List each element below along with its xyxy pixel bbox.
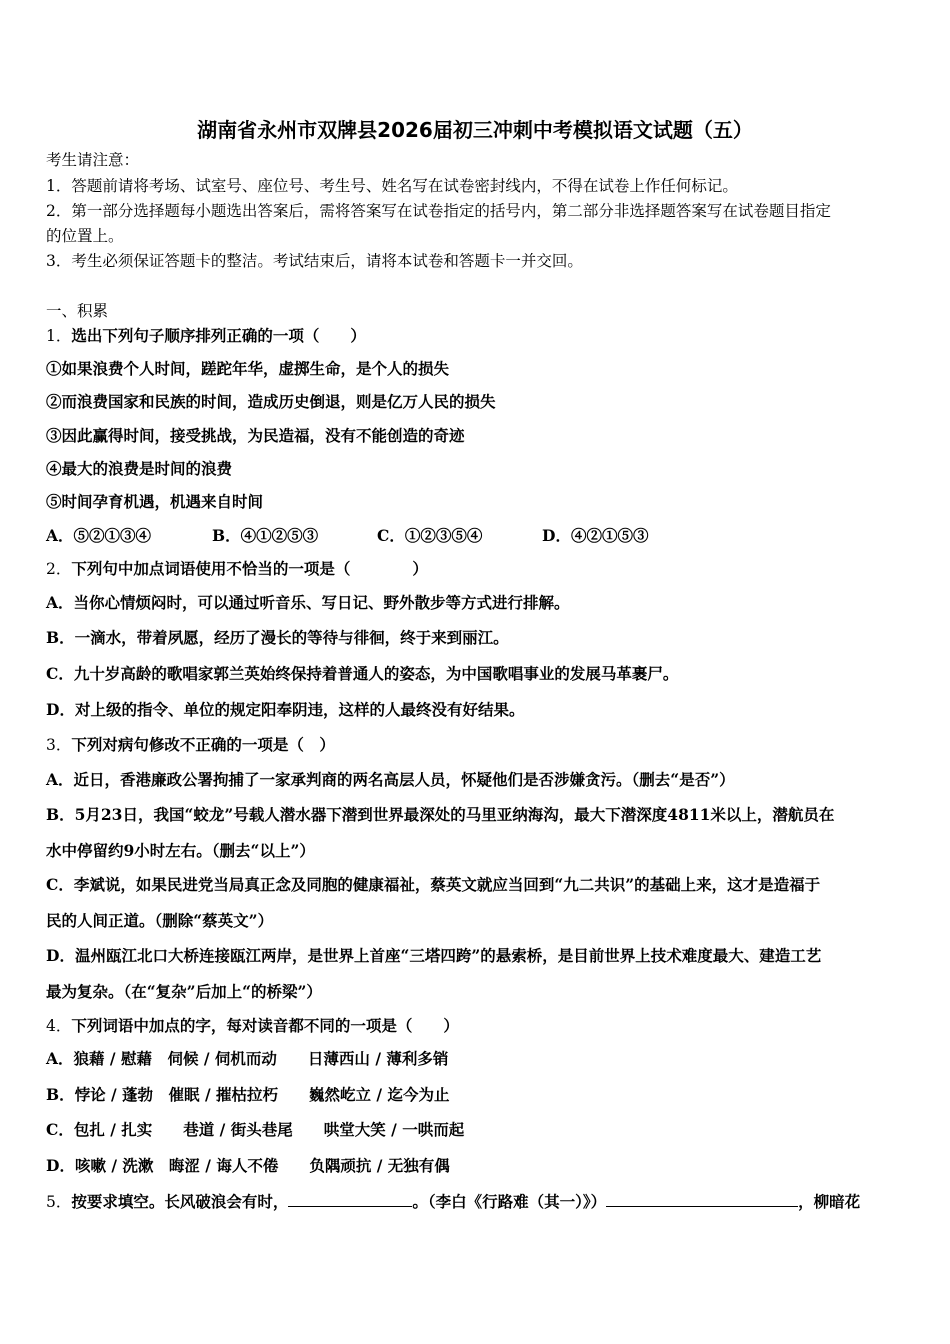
question-text: 下列对病句修改不正确的一项是（ ） [71, 735, 335, 754]
question-5 [46, 1192, 860, 1212]
option-a: A．近日，香港廉政公署拘捕了一家承判商的两名高层人员，怀疑他们是否涉嫌贪污。（删去“是否”） [46, 770, 735, 789]
question-number: 1． [46, 327, 72, 345]
option-c-cont: 民的人间正道。（删除“蔡英文”） [46, 911, 274, 930]
sentence: ③因此赢得时间，接受挑战，为民造福，没有不能创造的奇迹 [46, 426, 465, 445]
option-a: A．⑤②①③④ [46, 526, 152, 545]
page-title: 湖南省永州市双牌县2026届初三冲刺中考模拟语文试题（五） [197, 118, 753, 142]
section-heading: 一、积累 [46, 302, 109, 320]
option-c: C．包扎 / 扎实 巷道 / 街头巷尾 哄堂大笑 / 一哄而起 [46, 1120, 465, 1139]
question-number: 4． [46, 1017, 72, 1035]
option-b: B．悖论 / 蓬勃 催眠 / 摧枯拉朽 巍然屹立 / 迄今为止 [46, 1085, 450, 1104]
question-text: 下列句中加点词语使用不恰当的一项是（ ） [71, 559, 428, 578]
question-text: 。（李白《行路难（其一）》） [412, 1192, 607, 1211]
notice-item: 2．第一部分选择题每小题选出答案后，需将答案写在试卷指定的括号内，第二部分非选择题答案写在试卷题目指定 [46, 202, 831, 220]
option-d: D．咳嗽 / 洗漱 晦涩 / 诲人不倦 负隅顽抗 / 无独有偶 [46, 1156, 450, 1175]
notice-heading: 考生请注意： [46, 151, 140, 169]
answer-blank[interactable] [606, 1192, 798, 1207]
question-text: 选出下列句子顺序排列正确的一项（ ） [71, 326, 366, 345]
option-c: C．李斌说，如果民进党当局真正念及同胞的健康福祉，蔡英文就应当回到“九二共识”的基础上来，这才是造福于 [46, 875, 821, 894]
question-2-stem [46, 559, 428, 579]
option-b: B．一滴水，带着夙愿，经历了漫长的等待与徘徊，终于来到丽江。 [46, 628, 509, 647]
option-a: A．狼藉 / 慰藉 伺候 / 伺机而动 日薄西山 / 薄利多销 [46, 1049, 449, 1068]
answer-blank[interactable] [288, 1192, 412, 1207]
sentence: ②而浪费国家和民族的时间，造成历史倒退，则是亿万人民的损失 [46, 392, 496, 411]
notice-item: 的位置上。 [46, 227, 124, 245]
question-number: 5． [46, 1193, 72, 1211]
option-b: B．5月23日，我国“蛟龙”号载人潜水器下潜到世界最深处的马里亚纳海沟，最大下潜深度4811米以上，潜航员在 [46, 805, 835, 824]
question-text: ，柳暗花 [798, 1192, 861, 1211]
notice-item: 3．考生必须保证答题卡的整洁。考试结束后，请将本试卷和答题卡一并交回。 [46, 252, 583, 270]
sentence: ⑤时间孕育机遇，机遇来自时间 [46, 492, 264, 511]
option-d-cont: 最为复杂。（在“复杂”后加上“的桥梁”） [46, 982, 322, 1001]
question-3-stem [46, 735, 335, 755]
question-number: 2． [46, 560, 72, 578]
option-d: D．温州瓯江北口大桥连接瓯江两岸，是世界上首座“三塔四跨”的悬索桥，是目前世界上技术难度最大、建造工艺 [46, 946, 822, 965]
option-a: A．当你心情烦闷时，可以通过听音乐、写日记、野外散步等方式进行排解。 [46, 593, 570, 612]
question-1-stem [46, 326, 366, 346]
question-text: 按要求填空。长风破浪会有时， [71, 1192, 289, 1211]
option-b-cont: 水中停留约9小时左右。（删去“以上”） [46, 841, 315, 860]
question-number: 3． [46, 736, 72, 754]
question-4-stem [46, 1016, 459, 1036]
option-c: C．九十岁高龄的歌唱家郭兰英始终保持着普通人的姿态，为中国歌唱事业的发展马革裹尸。 [46, 664, 679, 683]
sentence: ①如果浪费个人时间，蹉跎年华，虚掷生命，是个人的损失 [46, 359, 450, 378]
question-text: 下列词语中加点的字，每对读音都不同的一项是（ ） [71, 1016, 459, 1035]
option-c: C．①②③⑤④ [377, 526, 483, 545]
option-b: B．④①②⑤③ [212, 526, 319, 545]
option-d: D．对上级的指令、单位的规定阳奉阴违，这样的人最终没有好结果。 [46, 700, 525, 719]
sentence: ④最大的浪费是时间的浪费 [46, 459, 233, 478]
option-d: D．④②①⑤③ [542, 526, 649, 545]
notice-item: 1．答题前请将考场、试室号、座位号、考生号、姓名写在试卷密封线内，不得在试卷上作任何标记。 [46, 177, 738, 195]
